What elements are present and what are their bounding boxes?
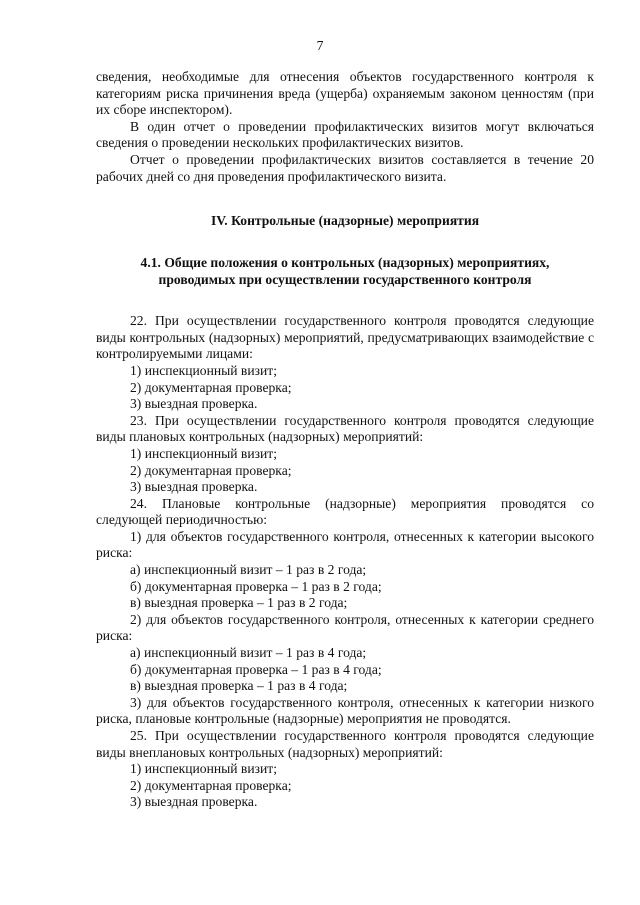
- list-item: в) выездная проверка – 1 раз в 2 года;: [130, 595, 348, 611]
- list-item: 1) инспекционный визит;: [130, 445, 277, 461]
- clause-24-high-risk: 1) для объектов государственного контроля, отнесенных к категории высокого риска:: [96, 528, 594, 561]
- clause-23: 23. При осуществлении государственного контроля проводятся следующие виды плановых контрольных (надзорных) мероприятий:: [96, 412, 594, 445]
- list-item: а) инспекционный визит – 1 раз в 4 года;: [130, 645, 367, 661]
- paragraph-report-deadline: Отчет о проведении профилактических визитов составляется в течение 20 рабочих дней со дня проведения профилактического визита.: [96, 151, 594, 184]
- document-body: [96, 69, 594, 811]
- list-item: 2) документарная проверка;: [130, 379, 292, 395]
- list-item: 1) инспекционный визит;: [130, 761, 277, 777]
- list-item: 3) выездная проверка.: [130, 479, 258, 495]
- clause-24-low-risk: 3) для объектов государственного контроля, отнесенных к категории низкого риска, плановые контрольные (надзорные) мероприятия не проводятся.: [96, 694, 594, 727]
- list-item: 2) документарная проверка;: [130, 777, 292, 793]
- paragraph-report-visits: В один отчет о проведении профилактических визитов могут включаться сведения о проведении нескольких профилактических визитов.: [96, 118, 594, 151]
- chapter-heading: IV. Контрольные (надзорные) мероприятия: [210, 213, 480, 229]
- list-item: 3) выездная проверка.: [130, 794, 258, 810]
- list-item: б) документарная проверка – 1 раз в 2 года;: [130, 578, 382, 594]
- clause-24-medium-risk: 2) для объектов государственного контроля, отнесенных к категории среднего риска:: [96, 611, 594, 644]
- section-heading-line-2: проводимых при осуществлении государственного контроля: [158, 272, 532, 288]
- clause-24: 24. Плановые контрольные (надзорные) мероприятия проводятся со следующей периодичностью:: [96, 495, 594, 528]
- list-item: в) выездная проверка – 1 раз в 4 года;: [130, 678, 348, 694]
- list-item: 3) выездная проверка.: [130, 396, 258, 412]
- clause-25: 25. При осуществлении государственного контроля проводятся следующие виды внеплановых контрольных (надзорных) мероприятий:: [96, 728, 594, 760]
- clause-22: 22. При осуществлении государственного контроля проводятся следующие виды контрольных (надзорных) мероприятий, предусматривающих взаимодействие с контролируемыми лицами:: [96, 313, 594, 362]
- list-item: б) документарная проверка – 1 раз в 4 года;: [130, 661, 382, 677]
- section-heading: [96, 254, 594, 288]
- list-item: 2) документарная проверка;: [130, 462, 292, 478]
- list-item: а) инспекционный визит – 1 раз в 2 года;: [130, 562, 367, 578]
- list-item: 1) инспекционный визит;: [130, 362, 277, 378]
- page-number: 7: [316, 38, 324, 53]
- paragraph-continuation: сведения, необходимые для отнесения объектов государственного контроля к категориям риска причинения вреда (ущерба) охраняемым законом ценностям (при их сборе инспектором).: [96, 69, 594, 118]
- section-heading-line-1: 4.1. Общие положения о контрольных (надзорных) мероприятиях,: [140, 255, 550, 271]
